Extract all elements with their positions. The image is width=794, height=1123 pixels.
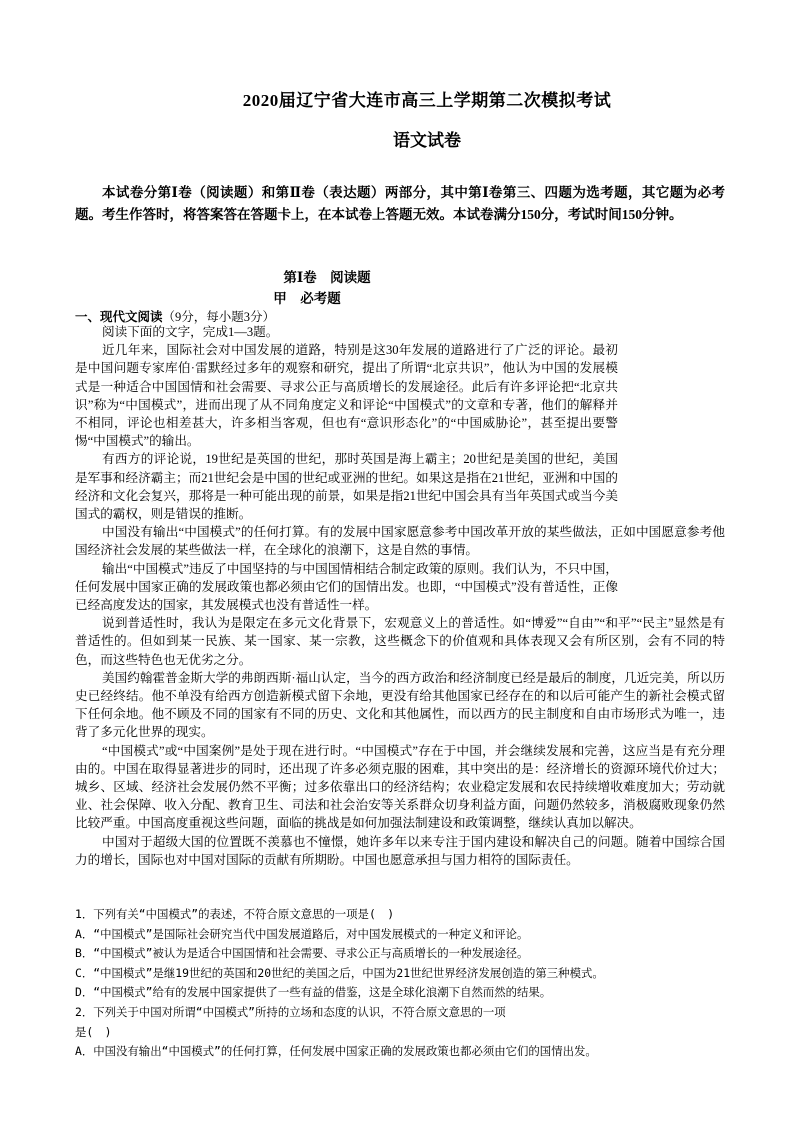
section-label: 一、现代文阅读 (75, 310, 163, 324)
exam-instructions: 本试卷分第Ⅰ卷（阅读题）和第Ⅱ卷（表达题）两部分，其中第Ⅰ卷第三、四题为选考题，其它题为必考题。考生作答时，将答案答在答题卡上，在本试卷上答题无效。本试卷满分150分，考试时间150分钟。 (75, 185, 725, 222)
part-title: 第Ⅰ卷 阅读题 (283, 270, 371, 285)
question-1-option-a: A．“中国模式”是国际社会研究当代中国发展道路后，对中国发展模式的一种定义和评论。 (75, 926, 529, 941)
part-subtitle: 甲 必考题 (273, 291, 341, 306)
passage-paragraph-5: 说到普适性时，我认为是限定在多元文化背景下，宏观意义上的普适性。如“博爱”“自由”“和平”“民主”显然是有普适性的。但如到某一民族、某一国家、某一宗教，这些概念下的价值观和具体表现又会有所区别，会有不同的特色，而这些特色也无优劣之分。 (75, 616, 725, 667)
document-subtitle: 语文试卷 (393, 131, 461, 150)
passage-paragraph-1: 近几年来，国际社会对中国发展的道路，特别是这30年发展的道路进行了广泛的评论。最初是中国问题专家库伯·雷默经过多年的观察和研究，提出了所谓“北京共识”，他认为中国的发展模式是一种适合中国国情和社会需要、寻求公正与高质增长的发展途径。此后有许多评论把“北京共识”称为“中国模式”，进而出现了从不同角度定义和评论“中国模式”的文章和专著，他们的解释并不相同，评论也相差甚大，许多相当客观，但也有“意识形态化”的“中国威胁论”，甚至提出要警惕“中国模式”的输出。 (75, 343, 618, 449)
reading-prompt: 阅读下面的文字，完成1—3题。 (102, 325, 279, 339)
passage-paragraph-7: “中国模式”或“中国案例”是处于现在进行时。“中国模式”存在于中国，并会继续发展和完善，这应当是有充分理由的。中国在取得显著进步的同时，还出现了许多必须克服的困难，其中突出的是：经济增长的资源环境代价过大；城乡、区域、经济社会发展仍然不平衡；过多依靠出口的经济结构；农业稳定发展和农民持续增收难度加大；劳动就业、社会保障、收入分配、教育卫生、司法和社会治安等关系群众切身利益方面，问题仍然较多，消极腐败现象仍然比较严重。中国高度重视这些问题，面临的挑战是如何加强法制建设和政策调整，继续认真加以解决。 (75, 743, 725, 831)
passage-paragraph-2: 有西方的评论说，19世纪是英国的世纪，那时英国是海上霸主；20世纪是美国的世纪，美国是军事和经济霸主；而21世纪会是中国的世纪或亚洲的世纪。如果这是指在21世纪，亚洲和中国的经济和文化会复兴，那将是一种可能出现的前景，如果是指21世纪中国会具有当年英国式或当今美国式的霸权，则是错误的推断。 (75, 452, 618, 522)
passage-paragraph-4: 输出“中国模式”违反了中国坚持的与中国国情相结合制定政策的原则。我们认为，不只中国，任何发展中国家正确的发展政策也都必须由它们的国情出发。也即，“中国模式”没有普适性，正像已经高度发达的国家，其发展模式也没有普适性一样。 (75, 561, 618, 613)
passage-paragraph-6: 美国约翰霍普金斯大学的弗朗西斯·福山认定，当今的西方政治和经济制度已经是最后的制度，几近完美，所以历史已经终结。他不单没有给西方创造新模式留下余地，更没有给其他国家已经存在的和以后可能产生的新社会模式留下任何余地。他不顾及不同的国家有不同的历史、文化和其他属性，而以西方的民主制度和自由市场形式为唯一，违背了多元化世界的现实。 (75, 670, 725, 740)
question-1-option-d: D．“中国模式”给有的发展中国家提供了一些有益的借鉴，这是全球化浪潮下自然而然的结果。 (75, 985, 552, 1000)
questions (75, 905, 735, 1062)
reading-passage (75, 323, 725, 869)
question-1-option-c: C．“中国模式”是继19世纪的英国和20世纪的美国之后，中国为21世纪世界经济发展创造的第三种模式。 (75, 965, 604, 980)
document-title: 2020届辽宁省大连市高三上学期第二次模拟考试 (242, 91, 612, 110)
question-2-stem-cont: 是( ) (75, 1024, 112, 1039)
question-1-stem: 1．下列有关“中国模式”的表述，不符合原文意思的一项是( ) (75, 907, 395, 921)
question-1-option-b: B．“中国模式”被认为是适合中国国情和社会需要、寻求公正与高质增长的一种发展途径。 (75, 946, 529, 961)
question-2-option-a: A．中国没有输出“中国模式”的任何打算，任何发展中国家正确的发展政策也都必须由它们的国情出发。 (75, 1044, 597, 1059)
section-score: （9分，每小题3分） (162, 310, 276, 324)
passage-paragraph-8: 中国对于超级大国的位置既不羡慕也不憧憬，她许多年以来专注于国内建设和解决自己的问题。随着中国综合国力的增长，国际也对中国对国际的贡献有所期盼。中国也愿意承担与国力相符的国际责任。 (75, 834, 725, 867)
passage-paragraph-3: 中国没有输出“中国模式”的任何打算。有的发展中国家愿意参考中国改革开放的某些做法，正如中国愿意参考他国经济社会发展的某些做法一样，在全球化的浪潮下，这是自然的事情。 (75, 525, 725, 558)
question-2-stem: 2．下列关于中国对所谓“中国模式”所持的立场和态度的认识，不符合原文意思的一项 (75, 1004, 506, 1019)
